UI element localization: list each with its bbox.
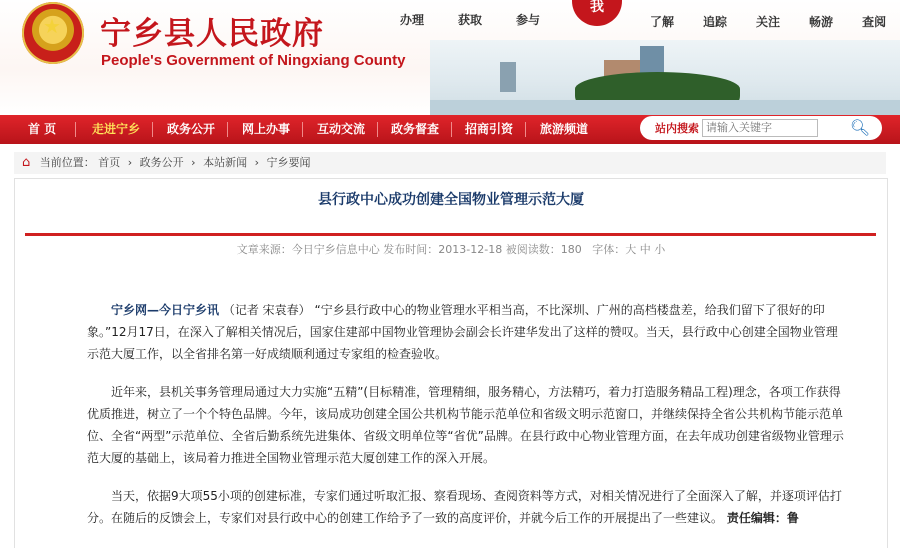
paragraph-3: [87, 485, 847, 529]
search-label: 站内搜索: [655, 122, 699, 135]
paragraph-1-text: “宁乡县行政中心的物业管理水平相当高，不比深圳、广州的高档楼盘差，给我们留下了很好的印象。”12月17日，在深入了解相关情况后，国家住建部中国物业管理协会副会长许建华发出了这样的赞叹。当天，县行政中心创建全国物业管理示范大厦工作，以全省排名第一好成绩顺利通过专家组的检查验收。: [87, 303, 838, 361]
top-link-chayue[interactable]: 查阅: [862, 15, 887, 29]
nav-divider: [227, 122, 228, 137]
lake-water-shape: [430, 100, 900, 115]
title-divider: [25, 233, 876, 236]
breadcrumb-separator: ›: [254, 156, 259, 169]
breadcrumb-label: 当前位置：: [39, 156, 95, 169]
paragraph-3-text: 当天，依据9大项55小项的创建标准，专家们通过听取汇报、察看现场、查阅资料等方式，对相关情况进行了全面深入了解，并逐项评估打分。在随后的反馈会上，专家们对县行政中心的创建工作给予了一致的高度评价，并就今后工作的开展提出了一些建议。: [87, 489, 842, 525]
breadcrumb-item-news[interactable]: 本站新闻: [203, 156, 248, 169]
article-title: 县行政中心成功创建全国物业管理示范大厦: [318, 192, 584, 208]
nav-item-zoujin-ningxiang[interactable]: 走进宁乡: [92, 122, 141, 136]
nav-item-lvyou-pindao[interactable]: 旅游频道: [540, 122, 589, 136]
site-header: [0, 0, 900, 115]
nav-divider: [525, 122, 526, 137]
font-size-switch[interactable]: 字体：大 中 小: [592, 243, 666, 256]
dateline: 宁乡网—今日宁乡讯: [111, 303, 220, 317]
nav-divider: [152, 122, 153, 137]
meta-source: 文章来源：今日宁乡信息中心: [236, 243, 380, 256]
top-link-liaojie[interactable]: 了解: [650, 15, 675, 29]
top-link-changyou[interactable]: 畅游: [809, 15, 834, 29]
top-links-left: [400, 11, 574, 28]
home-icon: ⌂: [22, 155, 31, 170]
nav-divider: [302, 122, 303, 137]
article-panel: [14, 178, 888, 548]
nav-item-zhengwu-ducha[interactable]: 政务督查: [391, 122, 440, 136]
search-input[interactable]: [702, 119, 818, 137]
nav-divider: [75, 122, 76, 137]
building-shape: [500, 62, 516, 92]
article-body: [87, 299, 847, 545]
nav-item-zhengwu-gongkai[interactable]: 政务公开: [167, 122, 216, 136]
nav-item-zhaoshang-yinzi[interactable]: 招商引资: [465, 122, 514, 136]
top-link-huoqu[interactable]: 获取: [458, 13, 483, 27]
paragraph-1: [87, 299, 847, 365]
top-link-canyu[interactable]: 参与: [516, 13, 541, 27]
search-icon[interactable]: 🔍︎: [849, 118, 871, 137]
meta-time: 发布时间：2013-12-18: [383, 243, 503, 256]
top-link-banli[interactable]: 办理: [400, 13, 425, 27]
site-title: 宁乡县人民政府: [100, 16, 324, 52]
nav-divider: [377, 122, 378, 137]
article-meta: [15, 241, 887, 257]
breadcrumb-separator: ›: [191, 156, 196, 169]
wo-seal-button[interactable]: 我: [572, 0, 622, 26]
top-link-zhuizong[interactable]: 追踪: [703, 15, 728, 29]
nav-item-hudong-jiaoliu[interactable]: 互动交流: [317, 122, 366, 136]
nav-item-wangshang-banshi[interactable]: 网上办事: [242, 122, 291, 136]
editor-credit: 责任编辑：鲁: [726, 511, 799, 525]
paragraph-2: 近年来，县机关事务管理局通过大力实施“五精”(目标精准，管理精细，服务精心，方法精巧，着力打造服务精品工程)理念，各项工作获得优质推进，树立了一个个特色品牌。今年，该局成功创建全国公共机构节能示范单位和省级文明示范窗口，并继续保持全省公共机构节能示范单位、全省“两型”示范单位、全省后勤系统先进集体、省级文明单位等“省优”品牌。在县行政中心物业管理方面，在去年成功创建省级物业管理示范大厦的基础上，该局着力推进全国物业管理示范大厦创建工作的深入开展。: [87, 385, 844, 465]
meta-views: 180: [560, 243, 582, 256]
reporter: （记者 宋袁春）: [222, 303, 311, 317]
site-subtitle: People's Government of Ningxiang County: [101, 52, 406, 69]
breadcrumb-item-yaowen[interactable]: 宁乡要闻: [266, 156, 311, 169]
top-link-guanzhu[interactable]: 关注: [756, 15, 781, 29]
meta-views-label: 被阅读数：: [505, 243, 561, 256]
nav-divider: [451, 122, 452, 137]
breadcrumb-item-zhengwu[interactable]: 政务公开: [139, 156, 184, 169]
breadcrumb-separator: ›: [127, 156, 133, 169]
breadcrumb: [14, 152, 886, 174]
top-links-right: [650, 13, 900, 30]
emblem-star-icon: ★: [43, 14, 61, 38]
breadcrumb-item-home[interactable]: 首页: [98, 156, 121, 169]
nav-item-home[interactable]: 首 页: [28, 122, 57, 136]
